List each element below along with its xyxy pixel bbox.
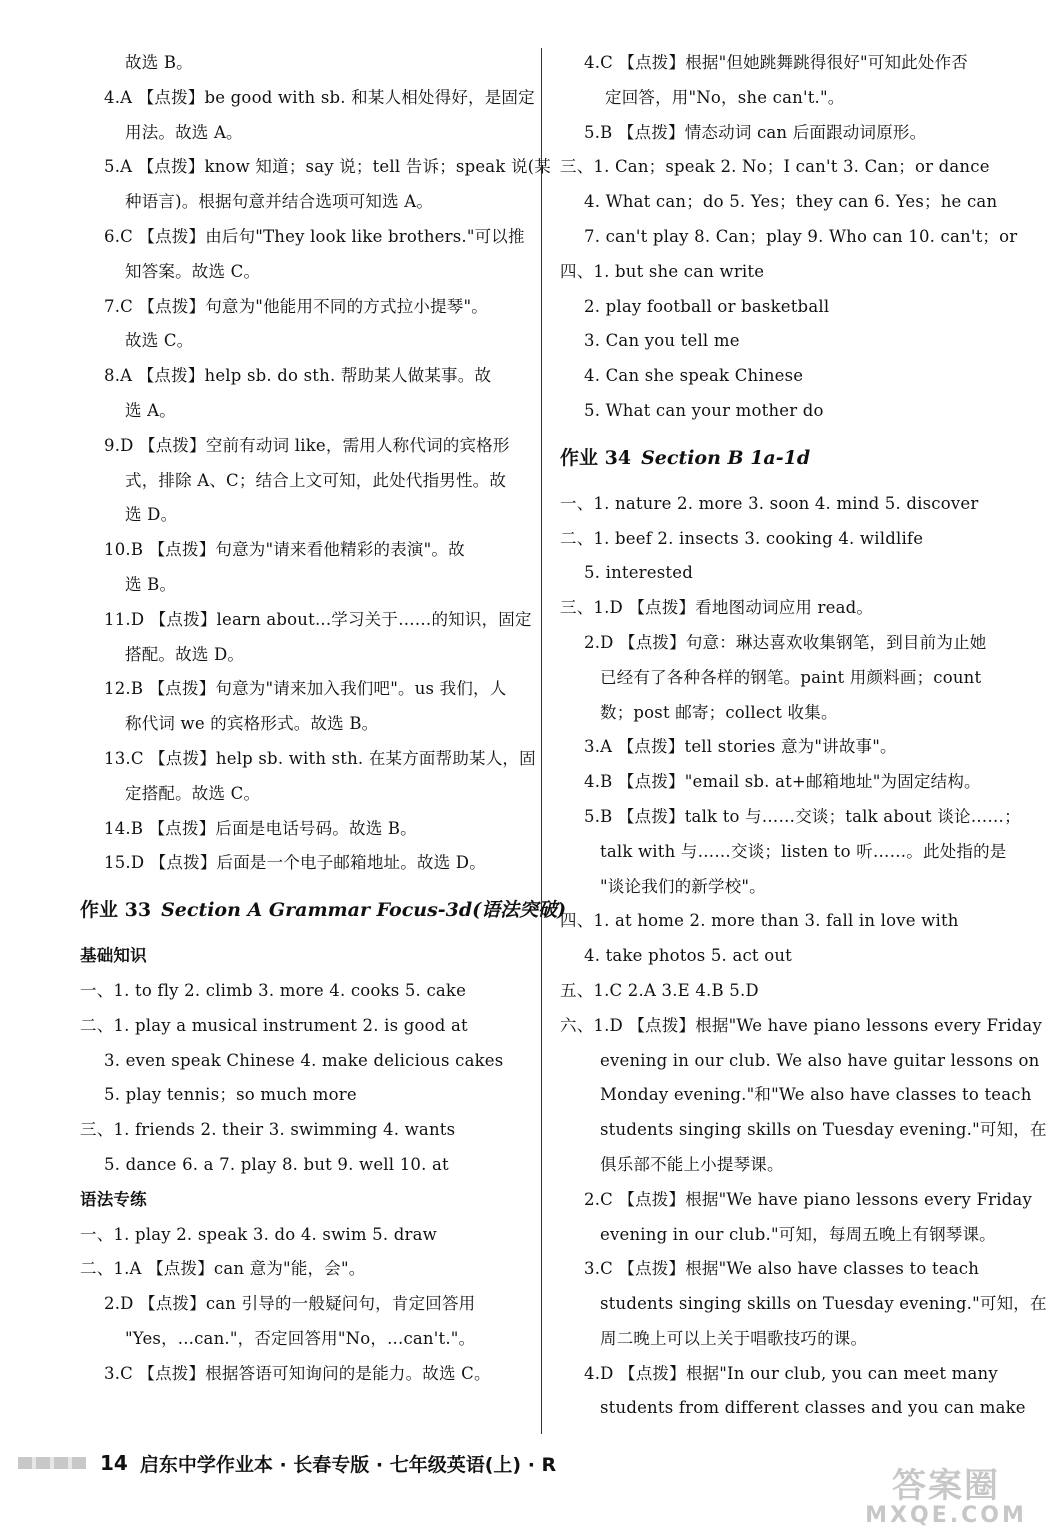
answer-line: 式，排除 A、C；结合上文可知，此处代指男性。故 <box>125 470 507 490</box>
answer-line: 5. What can your mother do <box>584 400 824 420</box>
answer-line: 故选 C。 <box>125 331 194 351</box>
answer-line: 5.B 【点拨】talk to 与……交谈；talk about 谈论……； <box>584 806 1021 826</box>
footer-decoration <box>18 1457 86 1469</box>
book-title: 启东中学作业本 · 长春专版 · 七年级英语(上) · R <box>139 1453 557 1476</box>
answer-line: 一、1. to fly 2. climb 3. more 4. cooks 5. cake <box>80 980 467 1000</box>
answer-line: 3.C 【点拨】根据答语可知询问的是能力。故选 C。 <box>104 1363 491 1383</box>
answer-line: 15.D 【点拨】后面是一个电子邮箱地址。故选 D。 <box>104 853 486 873</box>
answer-line: evening in our club."可知，每周五晚上有钢琴课。 <box>600 1224 996 1244</box>
answer-line: 3. Can you tell me <box>584 331 740 351</box>
answer-line: 5. play tennis；so much more <box>104 1085 357 1105</box>
assignment-tag: 作业 33 <box>80 899 152 922</box>
answer-line: 选 D。 <box>125 505 178 525</box>
answer-line: 已经有了各种各样的钢笔。paint 用颜料画；count <box>600 667 982 687</box>
answer-line: students from different classes and you can make <box>600 1398 1026 1418</box>
section-title: Section B 1a-1d <box>641 446 811 469</box>
answer-line: 4.C 【点拨】根据"但她跳舞跳得很好"可知此处作否 <box>584 53 968 72</box>
answer-line: 5.A 【点拨】know 知道；say 说；tell 告诉；speak 说(某 <box>104 157 552 177</box>
answer-line: 选 A。 <box>125 400 176 420</box>
answer-line: 6.C 【点拨】由后句"They look like brothers."可以推 <box>104 226 525 246</box>
column-divider <box>541 48 542 1434</box>
answer-line: students singing skills on Tuesday evening."可知，在 <box>600 1294 1047 1314</box>
answer-line: 选 B。 <box>125 574 177 594</box>
subsection-label: 语法专练 <box>80 1189 147 1209</box>
answer-line: 8.A 【点拨】help sb. do sth. 帮助某人做某事。故 <box>104 366 492 386</box>
answer-line: 4. What can；do 5. Yes；they can 6. Yes；he can <box>584 192 998 212</box>
answer-line: 12.B 【点拨】句意为"请来加入我们吧"。us 我们，人 <box>104 679 507 699</box>
answer-line: 2.D 【点拨】can 引导的一般疑问句，肯定回答用 <box>104 1294 476 1314</box>
watermark-logo <box>862 1468 1030 1532</box>
answer-line: 数；post 邮寄；collect 收集。 <box>600 702 838 722</box>
answer-line: 13.C 【点拨】help sb. with sth. 在某方面帮助某人，固 <box>104 748 536 768</box>
answer-line: 一、1. nature 2. more 3. soon 4. mind 5. discover <box>560 493 979 513</box>
section-title: Section A Grammar Focus-3d(语法突破) <box>161 899 567 922</box>
answer-line: 故选 B。 <box>125 53 193 72</box>
answer-line: 定搭配。故选 C。 <box>125 783 261 803</box>
answer-line: 知答案。故选 C。 <box>125 261 261 281</box>
answer-line: 称代词 we 的宾格形式。故选 B。 <box>125 714 379 734</box>
answer-line: 4. take photos 5. act out <box>584 946 792 966</box>
answer-line: 2.D 【点拨】句意：琳达喜欢收集钢笔，到目前为止她 <box>584 632 987 652</box>
answer-line: 俱乐部不能上小提琴课。 <box>600 1154 784 1174</box>
answer-line: 3. even speak Chinese 4. make delicious cakes <box>104 1050 504 1070</box>
answer-line: 5. interested <box>584 563 693 583</box>
answer-line: 二、1.A 【点拨】can 意为"能，会"。 <box>80 1259 366 1279</box>
section-heading <box>560 433 1000 483</box>
answer-line: 10.B 【点拨】句意为"请来看他精彩的表演"。故 <box>104 540 465 560</box>
answer-line: evening in our club. We also have guitar lessons on <box>600 1050 1040 1070</box>
answer-line: 三、1.D 【点拨】看地图动词应用 read。 <box>560 598 874 618</box>
answer-line: 定回答，用"No，she can't."。 <box>605 87 845 107</box>
answer-line: 9.D 【点拨】空前有动词 like，需用人称代词的宾格形 <box>104 435 510 455</box>
answer-line: "谈论我们的新学校"。 <box>600 876 766 896</box>
answer-line: 4.A 【点拨】be good with sb. 和某人相处得好，是固定 <box>104 87 535 107</box>
section-heading <box>80 885 567 935</box>
answer-line: 周二晚上可以上关于唱歌技巧的课。 <box>600 1328 868 1348</box>
answer-line: talk with 与……交谈；listen to 听……。此处指的是 <box>600 841 1007 861</box>
page-footer <box>18 1446 556 1480</box>
answer-line: 11.D 【点拨】learn about...学习关于……的知识，固定 <box>104 609 532 629</box>
answer-line: 7. can't play 8. Can；play 9. Who can 10. can't；or <box>584 226 1018 246</box>
answer-line: 五、1.C 2.A 3.E 4.B 5.D <box>560 980 759 1000</box>
answer-line: 5. dance 6. a 7. play 8. but 9. well 10. at <box>104 1154 449 1174</box>
answer-line: 用法。故选 A。 <box>125 122 243 142</box>
answer-line: students singing skills on Tuesday evening."可知，在 <box>600 1120 1047 1140</box>
answer-line: 5.B 【点拨】情态动词 can 后面跟动词原形。 <box>584 122 927 142</box>
answer-line: 二、1. play a musical instrument 2. is good at <box>80 1015 468 1035</box>
answer-line: 2.C 【点拨】根据"We have piano lessons every Friday <box>584 1189 1032 1209</box>
answer-line: 一、1. play 2. speak 3. do 4. swim 5. draw <box>80 1224 437 1244</box>
subsection-label: 基础知识 <box>80 946 147 966</box>
left-column <box>80 46 567 1391</box>
answer-line: 二、1. beef 2. insects 3. cooking 4. wildlife <box>560 528 924 548</box>
answer-line: 14.B 【点拨】后面是电话号码。故选 B。 <box>104 818 417 838</box>
answer-line: 种语言)。根据句意并结合选项可知选 A。 <box>125 192 434 212</box>
right-column <box>560 46 1047 1426</box>
answer-line: 四、1. at home 2. more than 3. fall in love with <box>560 911 959 931</box>
answer-line: 搭配。故选 D。 <box>125 644 245 664</box>
answer-line: 三、1. Can；speak 2. No；I can't 3. Can；or dance <box>560 157 990 177</box>
assignment-tag: 作业 34 <box>560 446 632 469</box>
answer-line: 三、1. friends 2. their 3. swimming 4. wants <box>80 1120 456 1140</box>
answer-line: 2. play football or basketball <box>584 296 830 316</box>
answer-line: Monday evening."和"We also have classes to teach <box>600 1085 1032 1105</box>
watermark-line1: 答案圈 <box>892 1466 1000 1506</box>
answer-line: 4. Can she speak Chinese <box>584 366 804 386</box>
answer-line: 4.B 【点拨】"email sb. at+邮箱地址"为固定结构。 <box>584 772 981 792</box>
answer-line: 3.C 【点拨】根据"We also have classes to teach <box>584 1259 980 1279</box>
answer-line: 7.C 【点拨】句意为"他能用不同的方式拉小提琴"。 <box>104 296 488 316</box>
answer-line: 六、1.D 【点拨】根据"We have piano lessons every Friday <box>560 1015 1042 1035</box>
answer-line: 四、1. but she can write <box>560 261 765 281</box>
page-number: 14 <box>100 1451 128 1475</box>
answer-line: 4.D 【点拨】根据"In our club, you can meet many <box>584 1363 998 1383</box>
answer-line: "Yes，...can."，否定回答用"No，...can't."。 <box>125 1328 476 1348</box>
watermark-line2: MXQE.COM <box>865 1503 1027 1528</box>
answer-line: 3.A 【点拨】tell stories 意为"讲故事"。 <box>584 737 897 757</box>
